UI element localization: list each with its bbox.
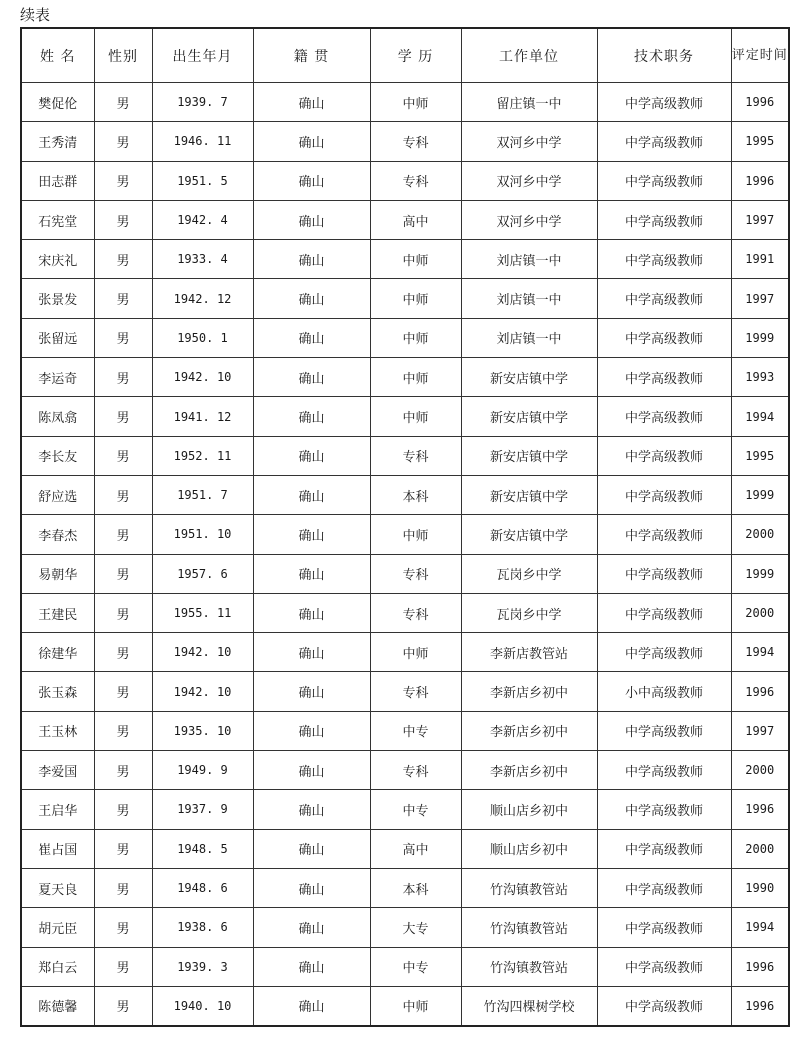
workplace-cell: 新安店镇中学: [461, 515, 597, 554]
gender-cell: 男: [94, 122, 152, 161]
name-cell: 樊促伦: [21, 83, 94, 122]
education-cell: 中师: [370, 515, 461, 554]
year-cell: 1999: [731, 554, 789, 593]
table-row: [21, 318, 789, 357]
header-education: 学 历: [370, 28, 461, 83]
year-cell: 1996: [731, 986, 789, 1026]
education-cell: 大专: [370, 908, 461, 947]
workplace-cell: 双河乡中学: [461, 161, 597, 200]
title-cell: 中学高级教师: [597, 593, 731, 632]
gender-cell: 男: [94, 515, 152, 554]
header-native-place: 籍 贯: [253, 28, 370, 83]
education-cell: 专科: [370, 436, 461, 475]
birth-cell: 1942. 4: [152, 200, 253, 239]
title-cell: 中学高级教师: [597, 633, 731, 672]
title-cell: 中学高级教师: [597, 947, 731, 986]
education-cell: 高中: [370, 200, 461, 239]
year-cell: 1996: [731, 790, 789, 829]
workplace-cell: 竹沟镇教管站: [461, 868, 597, 907]
staff-table: [20, 27, 790, 1027]
workplace-cell: 刘店镇一中: [461, 318, 597, 357]
name-cell: 李运奇: [21, 358, 94, 397]
year-cell: 1999: [731, 318, 789, 357]
title-cell: 中学高级教师: [597, 711, 731, 750]
native-place-cell: 确山: [253, 279, 370, 318]
year-cell: 2000: [731, 515, 789, 554]
name-cell: 王玉林: [21, 711, 94, 750]
workplace-cell: 竹沟镇教管站: [461, 947, 597, 986]
gender-cell: 男: [94, 358, 152, 397]
title-cell: 中学高级教师: [597, 161, 731, 200]
name-cell: 陈凤翕: [21, 397, 94, 436]
year-cell: 1996: [731, 947, 789, 986]
education-cell: 本科: [370, 475, 461, 514]
native-place-cell: 确山: [253, 161, 370, 200]
education-cell: 专科: [370, 672, 461, 711]
header-row: [21, 28, 789, 83]
birth-cell: 1937. 9: [152, 790, 253, 829]
native-place-cell: 确山: [253, 318, 370, 357]
workplace-cell: 李新店乡初中: [461, 711, 597, 750]
name-cell: 李爱国: [21, 751, 94, 790]
birth-cell: 1940. 10: [152, 986, 253, 1026]
native-place-cell: 确山: [253, 908, 370, 947]
native-place-cell: 确山: [253, 829, 370, 868]
education-cell: 专科: [370, 554, 461, 593]
title-cell: 中学高级教师: [597, 751, 731, 790]
native-place-cell: 确山: [253, 672, 370, 711]
workplace-cell: 李新店教管站: [461, 633, 597, 672]
title-cell: 中学高级教师: [597, 240, 731, 279]
native-place-cell: 确山: [253, 593, 370, 632]
header-title: 技术职务: [597, 28, 731, 83]
year-cell: 1997: [731, 279, 789, 318]
education-cell: 中师: [370, 986, 461, 1026]
birth-cell: 1941. 12: [152, 397, 253, 436]
year-cell: 1997: [731, 711, 789, 750]
birth-cell: 1948. 6: [152, 868, 253, 907]
gender-cell: 男: [94, 240, 152, 279]
gender-cell: 男: [94, 672, 152, 711]
gender-cell: 男: [94, 397, 152, 436]
education-cell: 中师: [370, 397, 461, 436]
gender-cell: 男: [94, 986, 152, 1026]
year-cell: 1999: [731, 475, 789, 514]
education-cell: 中师: [370, 240, 461, 279]
birth-cell: 1951. 10: [152, 515, 253, 554]
title-cell: 中学高级教师: [597, 200, 731, 239]
name-cell: 李长友: [21, 436, 94, 475]
year-cell: 1995: [731, 436, 789, 475]
workplace-cell: 李新店乡初中: [461, 751, 597, 790]
header-gender: 性别: [94, 28, 152, 83]
name-cell: 夏天良: [21, 868, 94, 907]
gender-cell: 男: [94, 83, 152, 122]
workplace-cell: 双河乡中学: [461, 200, 597, 239]
title-cell: 中学高级教师: [597, 122, 731, 161]
native-place-cell: 确山: [253, 436, 370, 475]
table-row: [21, 475, 789, 514]
native-place-cell: 确山: [253, 947, 370, 986]
workplace-cell: 新安店镇中学: [461, 397, 597, 436]
birth-cell: 1957. 6: [152, 554, 253, 593]
workplace-cell: 新安店镇中学: [461, 475, 597, 514]
education-cell: 中师: [370, 318, 461, 357]
education-cell: 中专: [370, 711, 461, 750]
education-cell: 专科: [370, 593, 461, 632]
native-place-cell: 确山: [253, 475, 370, 514]
birth-cell: 1955. 11: [152, 593, 253, 632]
workplace-cell: 新安店镇中学: [461, 436, 597, 475]
name-cell: 张留远: [21, 318, 94, 357]
header-name: 姓 名: [21, 28, 94, 83]
year-cell: 1994: [731, 633, 789, 672]
name-cell: 田志群: [21, 161, 94, 200]
education-cell: 高中: [370, 829, 461, 868]
name-cell: 张玉森: [21, 672, 94, 711]
native-place-cell: 确山: [253, 554, 370, 593]
table-row: [21, 515, 789, 554]
native-place-cell: 确山: [253, 122, 370, 161]
year-cell: 2000: [731, 829, 789, 868]
year-cell: 1997: [731, 200, 789, 239]
title-cell: 中学高级教师: [597, 868, 731, 907]
birth-cell: 1942. 12: [152, 279, 253, 318]
title-cell: 小中高级教师: [597, 672, 731, 711]
education-cell: 中专: [370, 790, 461, 829]
title-cell: 中学高级教师: [597, 279, 731, 318]
workplace-cell: 竹沟镇教管站: [461, 908, 597, 947]
native-place-cell: 确山: [253, 200, 370, 239]
table-row: [21, 829, 789, 868]
birth-cell: 1938. 6: [152, 908, 253, 947]
year-cell: 2000: [731, 751, 789, 790]
birth-cell: 1951. 7: [152, 475, 253, 514]
name-cell: 李春杰: [21, 515, 94, 554]
table-row: [21, 279, 789, 318]
table-row: [21, 868, 789, 907]
table-row: [21, 790, 789, 829]
workplace-cell: 顺山店乡初中: [461, 790, 597, 829]
workplace-cell: 李新店乡初中: [461, 672, 597, 711]
education-cell: 中师: [370, 358, 461, 397]
education-cell: 中师: [370, 279, 461, 318]
year-cell: 1994: [731, 908, 789, 947]
header-workplace: 工作单位: [461, 28, 597, 83]
birth-cell: 1935. 10: [152, 711, 253, 750]
table-row: [21, 672, 789, 711]
birth-cell: 1942. 10: [152, 633, 253, 672]
birth-cell: 1948. 5: [152, 829, 253, 868]
table-row: [21, 240, 789, 279]
title-cell: 中学高级教师: [597, 554, 731, 593]
table-row: [21, 947, 789, 986]
table-row: [21, 986, 789, 1026]
gender-cell: 男: [94, 790, 152, 829]
gender-cell: 男: [94, 593, 152, 632]
title-cell: 中学高级教师: [597, 829, 731, 868]
title-cell: 中学高级教师: [597, 790, 731, 829]
education-cell: 中师: [370, 83, 461, 122]
birth-cell: 1952. 11: [152, 436, 253, 475]
table-row: [21, 161, 789, 200]
native-place-cell: 确山: [253, 83, 370, 122]
native-place-cell: 确山: [253, 986, 370, 1026]
gender-cell: 男: [94, 711, 152, 750]
title-cell: 中学高级教师: [597, 397, 731, 436]
table-row: [21, 397, 789, 436]
name-cell: 宋庆礼: [21, 240, 94, 279]
gender-cell: 男: [94, 475, 152, 514]
gender-cell: 男: [94, 279, 152, 318]
year-cell: 1996: [731, 672, 789, 711]
workplace-cell: 瓦岗乡中学: [461, 554, 597, 593]
workplace-cell: 顺山店乡初中: [461, 829, 597, 868]
native-place-cell: 确山: [253, 751, 370, 790]
name-cell: 胡元臣: [21, 908, 94, 947]
native-place-cell: 确山: [253, 633, 370, 672]
education-cell: 专科: [370, 751, 461, 790]
birth-cell: 1939. 3: [152, 947, 253, 986]
table-row: [21, 83, 789, 122]
gender-cell: 男: [94, 751, 152, 790]
native-place-cell: 确山: [253, 790, 370, 829]
gender-cell: 男: [94, 829, 152, 868]
education-cell: 专科: [370, 122, 461, 161]
title-cell: 中学高级教师: [597, 908, 731, 947]
native-place-cell: 确山: [253, 358, 370, 397]
gender-cell: 男: [94, 908, 152, 947]
native-place-cell: 确山: [253, 397, 370, 436]
workplace-cell: 新安店镇中学: [461, 358, 597, 397]
name-cell: 舒应选: [21, 475, 94, 514]
title-cell: 中学高级教师: [597, 358, 731, 397]
table-row: [21, 122, 789, 161]
birth-cell: 1951. 5: [152, 161, 253, 200]
workplace-cell: 刘店镇一中: [461, 240, 597, 279]
native-place-cell: 确山: [253, 711, 370, 750]
name-cell: 陈德馨: [21, 986, 94, 1026]
header-assessed-year: 评定时间: [731, 28, 789, 83]
birth-cell: 1942. 10: [152, 358, 253, 397]
birth-cell: 1939. 7: [152, 83, 253, 122]
table-caption: 续表: [20, 6, 51, 24]
name-cell: 王建民: [21, 593, 94, 632]
native-place-cell: 确山: [253, 515, 370, 554]
name-cell: 王秀清: [21, 122, 94, 161]
native-place-cell: 确山: [253, 240, 370, 279]
workplace-cell: 留庄镇一中: [461, 83, 597, 122]
table-row: [21, 200, 789, 239]
year-cell: 1993: [731, 358, 789, 397]
gender-cell: 男: [94, 318, 152, 357]
name-cell: 易朝华: [21, 554, 94, 593]
workplace-cell: 刘店镇一中: [461, 279, 597, 318]
table-row: [21, 908, 789, 947]
name-cell: 张景发: [21, 279, 94, 318]
year-cell: 1990: [731, 868, 789, 907]
year-cell: 1996: [731, 161, 789, 200]
title-cell: 中学高级教师: [597, 318, 731, 357]
table-row: [21, 358, 789, 397]
title-cell: 中学高级教师: [597, 986, 731, 1026]
table-row: [21, 593, 789, 632]
workplace-cell: 瓦岗乡中学: [461, 593, 597, 632]
gender-cell: 男: [94, 554, 152, 593]
birth-cell: 1949. 9: [152, 751, 253, 790]
birth-cell: 1942. 10: [152, 672, 253, 711]
header-birth: 出生年月: [152, 28, 253, 83]
education-cell: 本科: [370, 868, 461, 907]
table-row: [21, 554, 789, 593]
workplace-cell: 竹沟四棵树学校: [461, 986, 597, 1026]
gender-cell: 男: [94, 200, 152, 239]
year-cell: 2000: [731, 593, 789, 632]
gender-cell: 男: [94, 161, 152, 200]
gender-cell: 男: [94, 633, 152, 672]
birth-cell: 1946. 11: [152, 122, 253, 161]
year-cell: 1995: [731, 122, 789, 161]
name-cell: 徐建华: [21, 633, 94, 672]
name-cell: 崔占国: [21, 829, 94, 868]
title-cell: 中学高级教师: [597, 475, 731, 514]
name-cell: 郑白云: [21, 947, 94, 986]
gender-cell: 男: [94, 436, 152, 475]
table-row: [21, 633, 789, 672]
table-row: [21, 436, 789, 475]
education-cell: 中师: [370, 633, 461, 672]
year-cell: 1996: [731, 83, 789, 122]
native-place-cell: 确山: [253, 868, 370, 907]
title-cell: 中学高级教师: [597, 436, 731, 475]
table-row: [21, 711, 789, 750]
education-cell: 中专: [370, 947, 461, 986]
birth-cell: 1950. 1: [152, 318, 253, 357]
name-cell: 石宪堂: [21, 200, 94, 239]
title-cell: 中学高级教师: [597, 83, 731, 122]
workplace-cell: 双河乡中学: [461, 122, 597, 161]
gender-cell: 男: [94, 868, 152, 907]
education-cell: 专科: [370, 161, 461, 200]
gender-cell: 男: [94, 947, 152, 986]
table-body: [21, 83, 789, 1027]
year-cell: 1994: [731, 397, 789, 436]
year-cell: 1991: [731, 240, 789, 279]
birth-cell: 1933. 4: [152, 240, 253, 279]
table-row: [21, 751, 789, 790]
title-cell: 中学高级教师: [597, 515, 731, 554]
name-cell: 王启华: [21, 790, 94, 829]
